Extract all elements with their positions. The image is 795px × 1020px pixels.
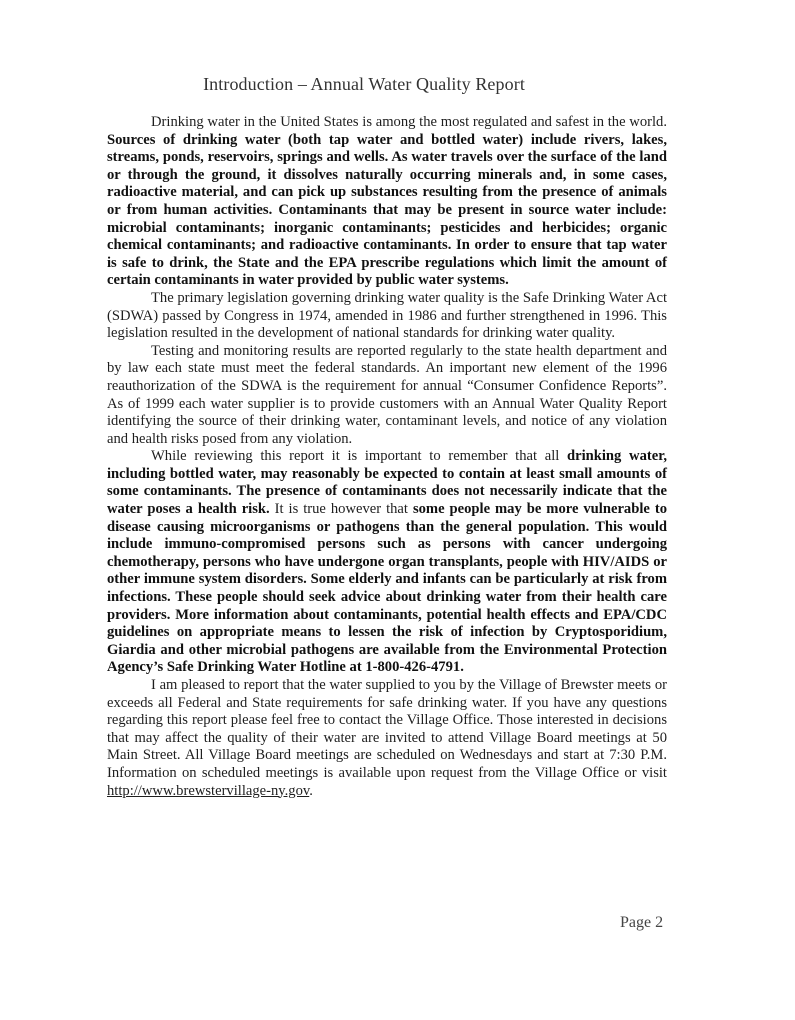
paragraph-sources bbox=[107, 114, 667, 290]
paragraph-text: Drinking water in the United States is among the most regulated and safest in the world. bbox=[151, 114, 667, 130]
report-body bbox=[107, 114, 667, 800]
paragraph-text-bold: some people may be more vulnerable to disease causing microorganisms or pathogens than the general population. This would include immuno-compromised persons such as persons with cancer undergoing chemotherapy, persons who have undergone organ transplants, people with HIV/AIDS or other immune system disorders. Some elderly and infants can be particularly at risk from infections. These people should seek advice about drinking water from their health care providers. More information about contaminants, potential health effects and EPA/CDC guidelines on appropriate means to lessen the risk of infection by Cryptosporidium, Giardia and other microbial pathogens are available from the Environmental Protection Agency’s Safe Drinking Water Hotline at 1-800-426-4791. bbox=[107, 501, 667, 676]
paragraph-text: Testing and monitoring results are reported regularly to the state health department and by law each state must meet the federal standards. An important new element of the 1996 reauthorization of the SDWA is the requirement for annual “Consumer Confidence Reports”. As of 1999 each water supplier is to provide customers with an Annual Water Quality Report identifying the source of their drinking water, contaminant levels, and notice of any violation and health risks posed from any violation. bbox=[107, 342, 667, 447]
paragraph-text: I am pleased to report that the water supplied to you by the Village of Brewster meets or exceeds all Federal and State requirements for safe drinking water. If you have any questions regarding this report please feel free to contact the Village Office. Those interested in decisions that may affect the quality of their water are invited to attend Village Board meetings at 50 Main Street. All Village Board meetings are scheduled on Wednesdays and start at 7:30 P.M. Information on scheduled meetings is available upon request from the Village Office or visit bbox=[107, 677, 667, 781]
paragraph-text-bold: drinking water, including bottled water, may reasonably be expected to contain at least small amounts of some contaminants. The presence of contaminants does not necessarily indicate that the water poses a health risk. bbox=[107, 448, 667, 518]
paragraph-health-risks bbox=[107, 448, 667, 677]
paragraph-text: While reviewing this report it is important to remember that all bbox=[151, 448, 567, 465]
paragraph-legislation bbox=[107, 290, 667, 343]
paragraph-text: . bbox=[309, 782, 313, 799]
paragraph-text: The primary legislation governing drinking water quality is the Safe Drinking Water Act (SDWA) passed by Congress in 1974, amended in 1986 and further strengthened in 1996. This legislation resulted in the development of national standards for drinking water quality. bbox=[107, 289, 667, 342]
paragraph-text-bold: Sources of drinking water (both tap water and bottled water) include rivers, lakes, streams, ponds, reservoirs, springs and wells. As water travels over the surface of the land or through the ground, it dissolves naturally occurring minerals and, in some cases, radioactive material, and can pick up substances resulting from the presence of animals or from human activities. Contaminants that may be present in source water include: microbial contaminants; inorganic contaminants; pesticides and herbicides; organic chemical contaminants; and radioactive contaminants. In order to ensure that tap water is safe to drink, the State and the EPA prescribe regulations which limit the amount of certain contaminants in water provided by public water systems. bbox=[107, 131, 667, 289]
paragraph-contact bbox=[107, 677, 667, 800]
page-number: Page 2 bbox=[620, 914, 664, 931]
page-title: Introduction – Annual Water Quality Report bbox=[203, 74, 525, 94]
paragraph-testing bbox=[107, 343, 667, 449]
paragraph-text: It is true however that bbox=[269, 501, 413, 518]
village-website-link[interactable]: http://www.brewstervillage-ny.gov bbox=[107, 782, 310, 799]
